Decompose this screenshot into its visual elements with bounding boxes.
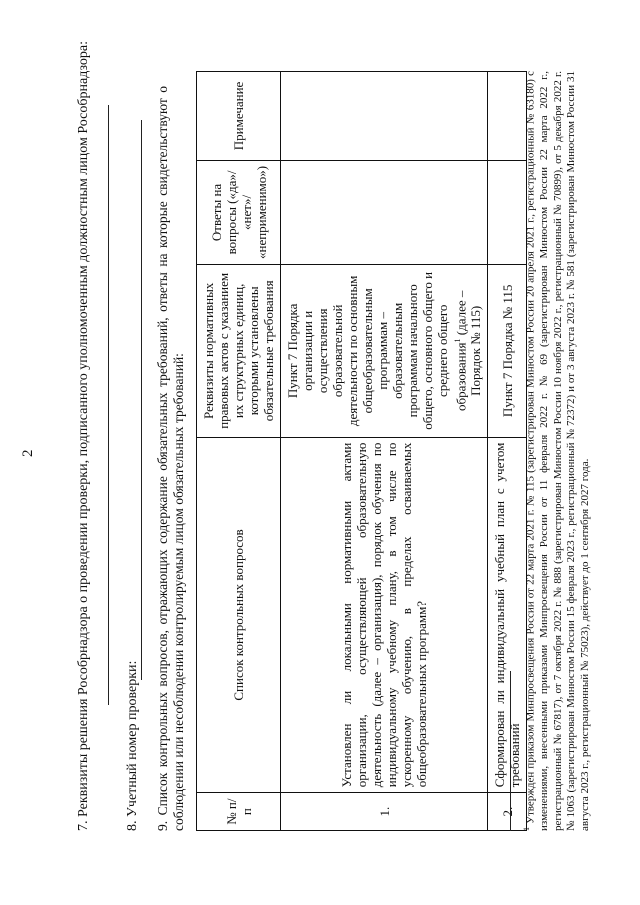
row-number: 1. (281, 793, 488, 831)
row-question: Сформирован ли индивидуальный учебный план с учетом требований (488, 437, 527, 793)
footnote-ref: 1 (453, 338, 462, 343)
header-questions: Список контрольных вопросов (197, 437, 281, 793)
row-requisites (281, 265, 488, 438)
header-requisites: Реквизиты нормативных правовых актов с указанием их структурных единиц, которыми установлены обязательные требования (197, 265, 281, 438)
row-requisites: Пункт 7 Порядка № 115 (488, 265, 527, 438)
header-number: № п/п (197, 793, 281, 831)
footnote-text: Утвержден приказом Минпросвещения России от 22 марта 2021 г. № 115 (зарегистрирован Минюстом России 20 апреля 2021 г., регистрационный № 63180) с изменениями, внесенными приказами Минпросвещения России от 11 февраля 2022 г. № 69 (зарегистрирован Минюстом России 22 марта 2022 г., регистрационный № 67817), от 7 октября 2022 г. № 888 (зарегистрирован Минюстом России 10 ноября 2022 г., регистрационный № 70899), от 5 декабря 2022 г. № 1063 (зарегистрирован Минюстом России 15 февраля 2023 г., регистрационный № 72372) и от 3 августа 2023 г. № 581 (зарегистрирован Минюстом России 31 августа 2023 г., регистрационный № 75023), действует до 1 сентября 2027 года. (524, 71, 591, 831)
item-7-fill-line (108, 105, 109, 705)
item-7-decision-requisites-label: 7. Реквизиты решения Рособрнадзора о проведении проверки, подписанного уполномоченным должностным лицом Рособрнадзора: (76, 40, 91, 831)
page-number: 2 (20, 449, 36, 457)
footnote-separator (510, 671, 511, 831)
row-number: 2. (488, 793, 527, 831)
footnote (520, 71, 592, 831)
row-note-cell[interactable] (281, 72, 488, 161)
row-requisites-text: Пункт 7 Порядка организации и осуществления образовательной деятельности по основным общеобразовательным программам – образовательным программам начального общего, основного общего и среднего общего образования (285, 271, 469, 430)
item-8-inspection-number-label: 8. Учетный номер проверки: (125, 660, 140, 831)
row-answer-cell[interactable] (281, 160, 488, 264)
table-header-row (197, 72, 281, 831)
header-note: Примечание (197, 72, 281, 161)
item-8-fill-line (141, 120, 142, 680)
row-requisites-tail: (далее – Порядок № 115) (453, 290, 484, 396)
row-question: Установлен ли локальными нормативными актами организации, осуществляющей образовательную деятельность (далее – организация), порядок обучения по индивидуальному учебному плану, в том числе по ускоренному обучению, в пределах осваиваемых общеобразовательных программ? (281, 437, 488, 793)
footnote-marker: 1 (522, 827, 531, 831)
item-9-checklist-intro: 9. Список контрольных вопросов, отражающих содержание обязательных требований, ответы на которые свидетельствуют о соблюдении или несоблюдении контролируемым лицом обязательных требований: (155, 86, 186, 831)
checklist-table (196, 71, 527, 831)
header-answers: Ответы на вопросы («да»/ «нет»/ «неприменимо») (197, 160, 281, 264)
table-row (281, 72, 488, 831)
